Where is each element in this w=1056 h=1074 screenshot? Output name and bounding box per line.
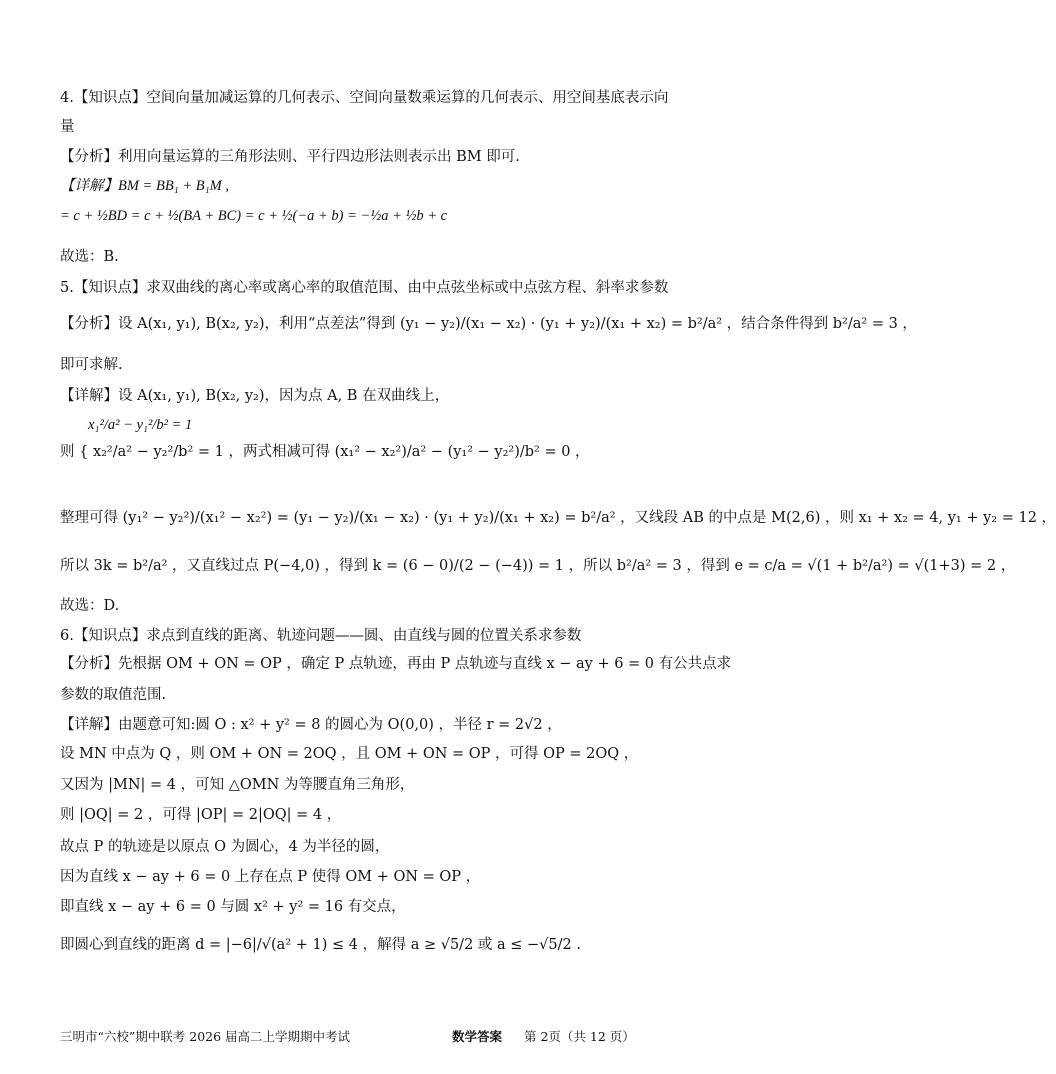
q6-analysis: 【分析】先根据 OM + ON = OP ，确定 P 点轨迹，再由 P 点轨迹与直线 x − ay + 6 = 0 有公共点求 xyxy=(60,656,732,672)
q6-analysis-cont: 参数的取值范围. xyxy=(60,687,167,703)
q4-solution-head: 【详解】BM = BB₁ + B₁M , xyxy=(60,178,229,194)
q5-system-eq1: x₁²/a² − y₁²/b² = 1 xyxy=(88,417,193,433)
q6-distance: 即圆心到直线的距离 d = |−6|/√(a² + 1) ≤ 4 ，解得 a ≥ √5/2 或 a ≤ −√5/2 . xyxy=(60,937,581,953)
footer-page-number: 第 2页（共 12 页） xyxy=(524,1029,635,1044)
q6-solution-head: 【详解】由题意可知:圆 O : x² + y² = 8 的圆心为 O(0,0) ，半径 r = 2√2 ， xyxy=(60,717,562,733)
q5-answer: 故选：D. xyxy=(60,598,120,614)
q5-analysis: 【分析】设 A(x₁, y₁), B(x₂, y₂)，利用“点差法”得到 (y₁ − y₂)/(x₁ − x₂) · (y₁ + y₂)/(x₁ + x₂) = b²/a² ，结合条件得到 b²/a² = 3 ， xyxy=(60,316,917,332)
q5-knowledge-line: 5.【知识点】求双曲线的离心率或离心率的取值范围、由中点弦坐标或中点弦方程、斜率求参数 xyxy=(60,280,669,296)
q5-system-line: 则 { x₂²/a² − y₂²/b² = 1 ，两式相减可得 (x₁² − x₂²)/a² − (y₁² − y₂²)/b² = 0 ， xyxy=(60,444,590,460)
q5-simplify: 整理可得 (y₁² − y₂²)/(x₁² − x₂²) = (y₁ − y₂)/(x₁ − x₂) · (y₁ + y₂)/(x₁ + x₂) = b²/a² ，又线段 AB 的中点是 M(2,6) ，则 x₁ + x₂ = 4, y₁ + y₂ = 12 ， xyxy=(60,510,1056,526)
q6-length: 则 |OQ| = 2 ，可得 |OP| = 2|OQ| = 4 ， xyxy=(60,807,342,823)
q5-slope: 所以 3k = b²/a² ，又直线过点 P(−4,0) ，得到 k = (6 − 0)/(2 − (−4)) = 1 ，所以 b²/a² = 3 ，得到 e = c/a = √(1 + b²/a²) = √(1+3) = 2 ， xyxy=(60,558,1016,574)
q4-answer: 故选：B. xyxy=(60,249,119,265)
footer-exam-title: 三明市“六校”期中联考 2026 届高二上学期期中考试 xyxy=(60,1029,351,1044)
q6-locus: 故点 P 的轨迹是以原点 O 为圆心，4 为半径的圆， xyxy=(60,839,390,855)
q6-triangle: 又因为 |MN| = 4 ，可知 △OMN 为等腰直角三角形， xyxy=(60,777,415,793)
q6-midpoint: 设 MN 中点为 Q ，则 OM + ON = 2OQ ，且 OM + ON = OP ，可得 OP = 2OQ ， xyxy=(60,746,639,762)
q4-analysis: 【分析】利用向量运算的三角形法则、平行四边形法则表示出 BM 即可. xyxy=(60,149,520,165)
q5-analysis-cont: 即可求解. xyxy=(60,357,123,373)
q4-knowledge-line: 4.【知识点】空间向量加减运算的几何表示、空间向量数乘运算的几何表示、用空间基底表示向 xyxy=(60,90,669,106)
q5-solution-head: 【详解】设 A(x₁, y₁), B(x₂, y₂)，因为点 A, B 在双曲线上， xyxy=(60,388,450,404)
q6-line-condition: 因为直线 x − ay + 6 = 0 上存在点 P 使得 OM + ON = OP ， xyxy=(60,869,481,885)
q4-solution-equation: = c + ½BD = c + ½(BA + BC) = c + ½(−a + b) = −½a + ½b + c xyxy=(60,208,448,224)
q6-intersection: 即直线 x − ay + 6 = 0 与圆 x² + y² = 16 有交点， xyxy=(60,899,406,915)
q6-knowledge-line: 6.【知识点】求点到直线的距离、轨迹问题——圆、由直线与圆的位置关系求参数 xyxy=(60,628,582,644)
q4-knowledge-cont: 量 xyxy=(60,119,75,135)
footer-subject: 数学答案 xyxy=(452,1029,503,1044)
